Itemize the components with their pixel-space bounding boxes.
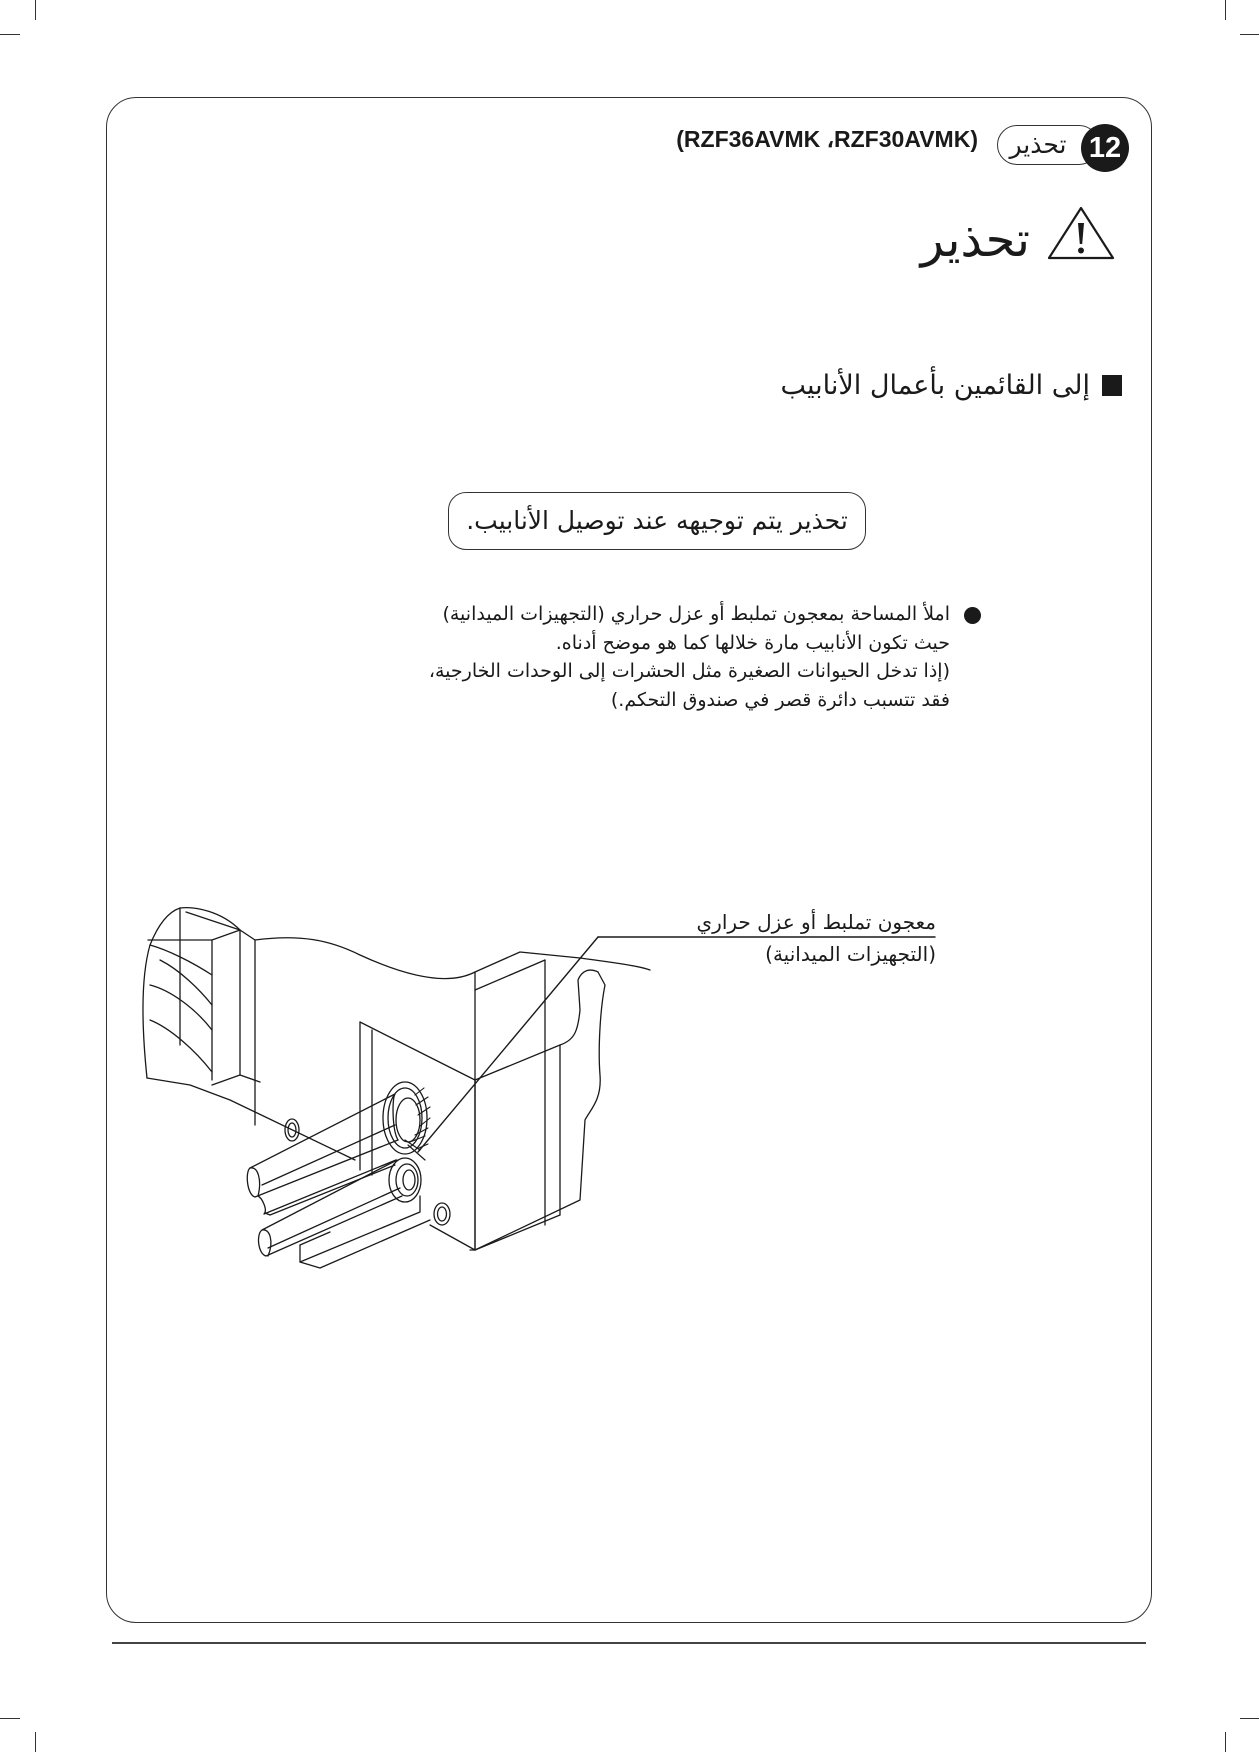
callout-line-2: (التجهيزات الميدانية) bbox=[765, 942, 936, 966]
section-number-badge: 12 bbox=[1081, 124, 1129, 172]
callout-line-1: معجون تملبط أو عزل حراري bbox=[696, 910, 936, 934]
paragraph-line: فقد تتسبب دائرة قصر في صندوق التحكم.) bbox=[610, 688, 950, 711]
paragraph-line: املأ المساحة بمعجون تملبط أو عزل حراري (التجهيزات الميدانية) bbox=[442, 603, 950, 625]
section-heading: إلى القائمين بأعمال الأنابيب bbox=[780, 370, 1090, 401]
section-label: تحذير bbox=[1009, 130, 1067, 159]
bottom-rule bbox=[112, 1642, 1146, 1644]
caution-box: تحذير يتم توجيهه عند توصيل الأنابيب. bbox=[448, 492, 866, 550]
paragraph-line: حيث تكون الأنابيب مارة خلالها كما هو موضح أدناه. bbox=[555, 631, 950, 654]
page-title: تحذير bbox=[920, 212, 1030, 268]
paragraph-line: (إذا تدخل الحيوانات الصغيرة مثل الحشرات إلى الوحدات الخارجية، bbox=[428, 660, 950, 682]
model-numbers: (RZF36AVMK ،RZF30AVMK) bbox=[676, 126, 978, 152]
